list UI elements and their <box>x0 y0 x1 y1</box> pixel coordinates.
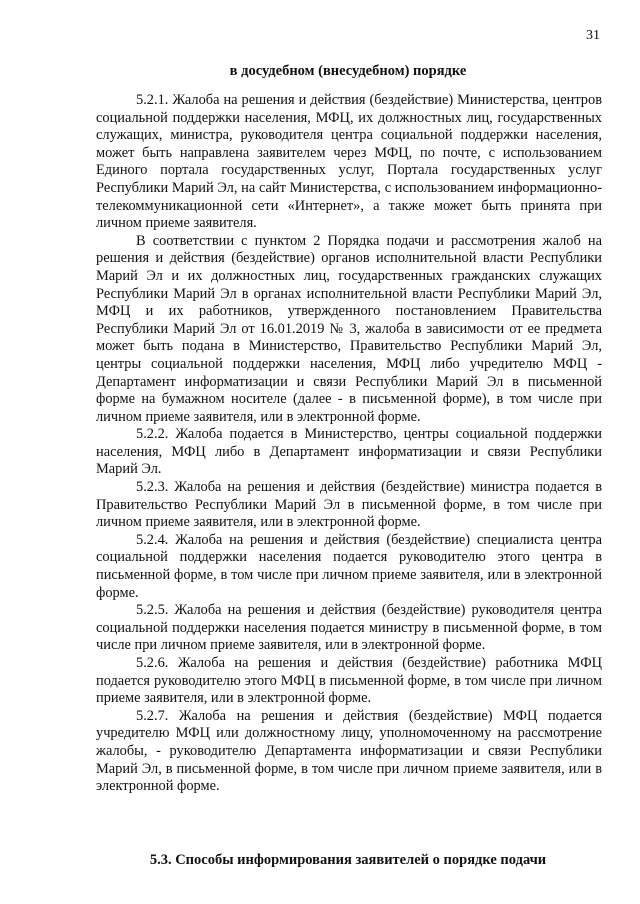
section-heading-5-3: 5.3. Способы информирования заявителей о порядке подачи <box>149 852 547 868</box>
paragraph-5-2-5: 5.2.5. Жалоба на решения и действия (бездействие) руководителя центра социальной поддержки населения подается министру в письменной форме, в том числе при личном приеме заявителя, или в электронной форме. <box>96 602 602 654</box>
paragraph-5-2-3: 5.2.3. Жалоба на решения и действия (бездействие) министра подается в Правительство Республики Марий Эл в письменной форме, в том числе при личном приеме заявителя, или в электронной форме. <box>96 479 602 531</box>
section-heading-continuation: в досудебном (внесудебном) порядке <box>229 63 467 79</box>
page-number: 31 <box>586 28 600 43</box>
paragraph-5-2-7: 5.2.7. Жалоба на решения и действия (бездействие) МФЦ подается учредителю МФЦ или должностному лицу, уполномоченному на рассмотрение жалобы, - руководителю Департамента информатизации и связи Республики Марий Эл, в письменной форме, в том числе при личном приеме заявителя, или в электронной форме. <box>96 707 602 795</box>
paragraph-procedure-reference: В соответствии с пунктом 2 Порядка подачи и рассмотрения жалоб на решения и действия (бездействие) органов исполнительной власти Республики Марий Эл и их должностных лиц, государственных гражданских служащих Республики Марий Эл в органах исполнительной власти Республики Марий Эл, МФЦ и их работников, утвержденного постановлением Правительства Республики Марий Эл от 16.01.2019 № 3, жалоба в зависимости от ее предмета может быть подана в Министерство, Правительство Республики Марий Эл, центры социальной поддержки населения, МФЦ либо учредителю МФЦ - Департамент информатизации и связи Республики Марий Эл в письменной форме на бумажном носителе (далее - в письменной форме), в том числе при личном приеме заявителя, или в электронной форме. <box>96 232 602 425</box>
document-body <box>96 92 602 796</box>
paragraph-5-2-6: 5.2.6. Жалоба на решения и действия (бездействие) работника МФЦ подается руководителю этого МФЦ в письменной форме, в том числе при личном приеме заявителя, или в электронной форме. <box>96 655 602 707</box>
paragraph-5-2-2: 5.2.2. Жалоба подается в Министерство, центры социальной поддержки населения, МФЦ либо в Департамент информатизации и связи Республики Марий Эл. <box>96 426 602 478</box>
paragraph-5-2-4: 5.2.4. Жалоба на решения и действия (бездействие) специалиста центра социальной поддержки населения подается руководителю этого центра в письменной форме, в том числе при личном приеме заявителя, или в электронной форме. <box>96 531 602 601</box>
paragraph-5-2-1: 5.2.1. Жалоба на решения и действия (бездействие) Министерства, центров социальной поддержки населения, МФЦ, их должностных лиц, государственных служащих, министра, руководителя центра социальной поддержки населения, может быть направлена заявителем через МФЦ, по почте, с использованием Единого портала государственных услуг, Портала государственных услуг Республики Марий Эл, на сайт Министерства, с использованием информационно-телекоммуникационной сети «Интернет», а также может быть принята при личном приеме заявителя. <box>96 92 602 232</box>
